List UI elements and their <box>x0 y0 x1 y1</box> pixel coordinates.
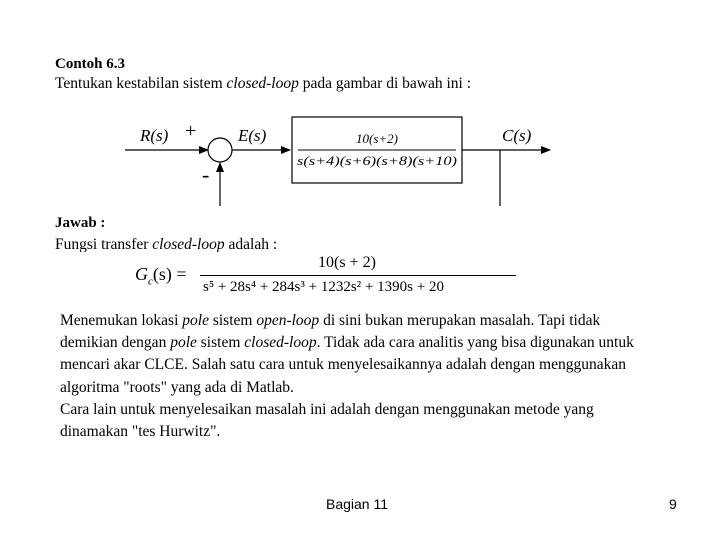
example-title: Contoh 6.3 <box>55 56 126 72</box>
block-denominator: s(s+4)(s+6)(s+8)(s+10) <box>297 153 457 168</box>
answer-heading: Jawab : <box>55 215 106 231</box>
question-text-end: pada gambar di bawah ini : <box>298 75 472 92</box>
page-number: 9 <box>669 496 677 512</box>
answer-text: Fungsi transfer <box>55 236 153 252</box>
formula-lhs: $G_c(s)$ = <box>135 264 187 288</box>
formula-numerator: 10(s + 2) <box>318 254 376 271</box>
plus-sign: + <box>185 120 197 142</box>
formula-fraction-bar <box>200 275 516 276</box>
answer-text-end: adalah : <box>224 236 278 252</box>
paragraph-sentence-1: Menemukan lokasi pole sistem open-loop di sini bukan merupakan masalah. Tapi tidak demikian dengan pole sistem closed-loop. Tidak ada cara analitis yang bisa digunakan untuk mencari akar CLCE. Salah satu cara untuk menyelesaikannya adalah dengan menggunakan algoritma "roots" yang ada di Matlab. <box>60 312 634 396</box>
formula-denominator: s⁵ + 28s⁴ + 284s³ + 1232s² + 1390s + 20 <box>203 279 444 295</box>
paragraph-sentence-2: Cara lain untuk menyelesaikan masalah ini adalah dengan menggunakan metode yang dinamakan "tes Hurwitz". <box>60 400 594 441</box>
output-label: C(s) <box>502 126 532 145</box>
answer-line <box>55 236 277 252</box>
minus-sign: - <box>202 162 210 187</box>
block-diagram <box>120 110 560 210</box>
example-question <box>55 75 471 93</box>
input-label: R(s) <box>140 126 169 145</box>
explanation-paragraph <box>60 310 660 443</box>
question-emphasis: closed-loop <box>226 75 299 92</box>
summing-junction <box>208 138 232 162</box>
answer-emphasis: closed-loop <box>152 236 225 252</box>
error-label: E(s) <box>238 126 267 145</box>
block-numerator: 10(s+2) <box>356 131 398 146</box>
question-text: Tentukan kestabilan sistem <box>55 75 227 92</box>
footer-section-label: Bagian 11 <box>326 496 389 512</box>
